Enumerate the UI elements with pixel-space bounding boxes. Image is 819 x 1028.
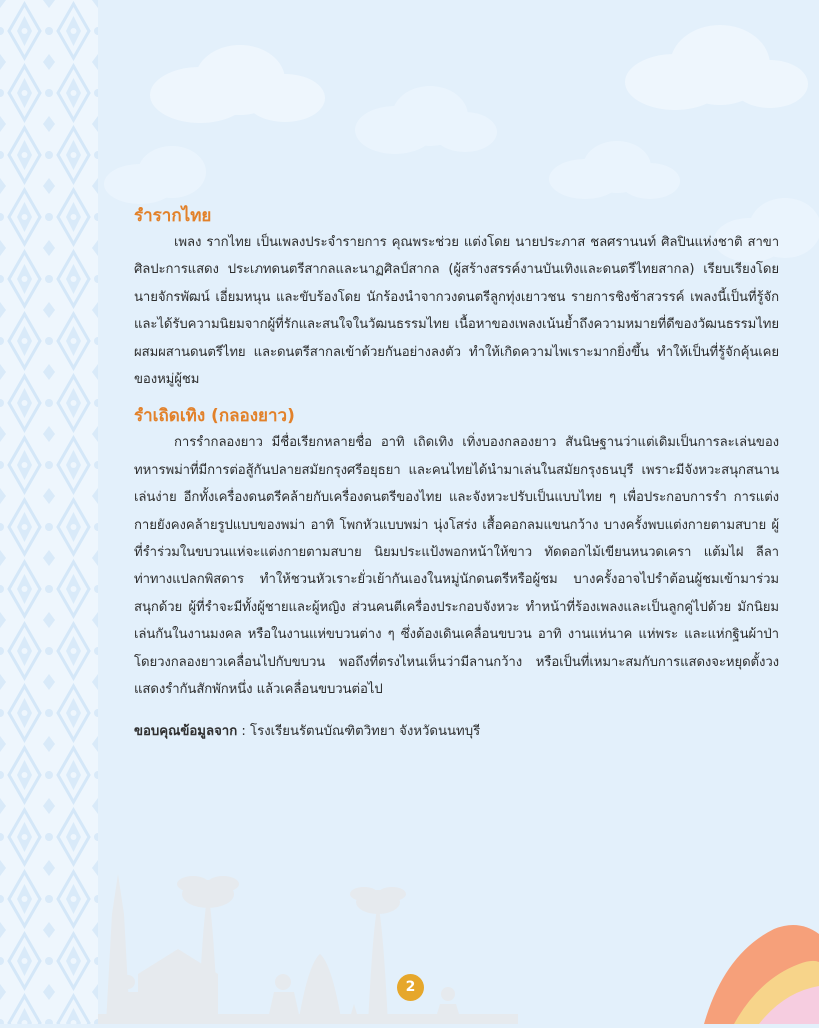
credit-separator: : <box>237 723 251 739</box>
thai-pattern-border <box>0 0 98 1024</box>
section-body-thoet-thoeng: การรำกลองยาว มีชื่อเรียกหลายชื่อ อาทิ เถิดเทิง เทิ่งบองกลองยาว สันนิษฐานว่าแต่เดิมเป็นการละเล่นของทหารพม่าที่มีการต่อสู้กันปลายสมัยกรุงศรีอยุธยา และคนไทยได้นำมาเล่นในสมัยกรุงธนบุรี เพราะมีจังหวะสนุกสนานเล่นง่าย อีกทั้งเครื่องดนตรีคล้ายกับเครื่องดนตรีของไทย และจังหวะปรับเป็นแบบไทย ๆ เพื่อประกอบการรำ การแต่งกายยังคงคล้ายรูปแบบของพม่า อาทิ โพกหัวแบบพม่า นุ่งโสร่ง เสื้อคอกลมแขนกว้าง บางครั้งพบแต่งกายตามสบาย ผู้ที่รำร่วมในขบวนแห่จะแต่งกายตามสบาย นิยมประแป้งพอกหน้าให้ขาว ทัดดอกไม้เขียนหนวดเครา แต้มไฝ ลีลาท่าทางแปลกพิสดาร ทำให้ชวนหัวเราะยั่วเย้ากันเองในหมู่นักดนตรีหรือผู้ชม บางครั้งอาจไปรำต้อนผู้ชมเข้ามาร่วมสนุกด้วย ผู้ที่รำจะมีทั้งผู้ชายและผู้หญิง ส่วนคนตีเครื่องประกอบจังหวะ ทำหน้าที่ร้องเพลงและเป็นลูกคู่ไปด้วย มักนิยมเล่นกันในงานมงคล หรือในงานแห่ขบวนต่าง ๆ ซึ่งต้องเดินเคลื่อนขบวน อาทิ งานแห่นาค แห่พระ และแห่กฐินผ้าป่า โดยวงกลองยาวเคลื่อนไปกับขบวน พอถึงที่ตรงไหนเห็นว่ามีลานกว้าง หรือเป็นที่เหมาะสมกับการแสดงจะหยุดตั้งวงแสดงรำกันสักพักหนึ่ง แล้วเคลื่อนขบวนต่อไป <box>134 435 779 698</box>
credit-label: ขอบคุณข้อมูลจาก <box>134 723 238 739</box>
article-content <box>134 203 779 744</box>
temple-silhouette <box>98 854 518 1024</box>
section-body-rak-thai: เพลง รากไทย เป็นเพลงประจำรายการ คุณพระช่วย แต่งโดย นายประภาส ชลศรานนท์ ศิลปินแห่งชาติ สาขาศิลปะการแสดง ประเภทดนตรีสากลและนาฏศิลป์สากล (ผู้สร้างสรรค์งานบันเทิงและดนตรีไทยสากล) เรียบเรียงโดย นายจักรพัฒน์ เอี่ยมหนุน และขับร้องโดย นักร้องนำจากวงดนตรีลูกทุ่งเยาวชน รายการชิงช้าสวรรค์ เพลงนี้เป็นที่รู้จัก และได้รับความนิยมจากผู้ที่รักและสนใจในวัฒนธรรมไทย เนื้อหาของเพลงเน้นย้ำถึงความหมายที่ดีของวัฒนธรรมไทย ผสมผสานดนตรีไทย และดนตรีสากลเข้าด้วยกันอย่างลงตัว ทำให้เกิดความไพเราะมากยิ่งขึ้น ทำให้เป็นที่รู้จักคุ้นเคยของหมู่ผู้ชม <box>134 235 779 388</box>
cloud-decoration <box>620 20 810 120</box>
cloud-decoration <box>140 40 330 130</box>
cloud-decoration <box>350 80 500 160</box>
credit-source: โรงเรียนรัตนบัณฑิตวิทยา จังหวัดนนทบุรี <box>250 723 481 739</box>
cloud-decoration <box>100 140 220 210</box>
section-heading-thoet-thoeng: รำเถิดเทิง (กลองยาว) <box>134 406 295 427</box>
section-heading-rak-thai: รำรากไทย <box>134 206 212 226</box>
cloud-decoration <box>545 135 685 205</box>
page-number-badge: 2 <box>397 974 424 1001</box>
credit-line <box>134 720 779 744</box>
corner-wave <box>704 924 819 1024</box>
